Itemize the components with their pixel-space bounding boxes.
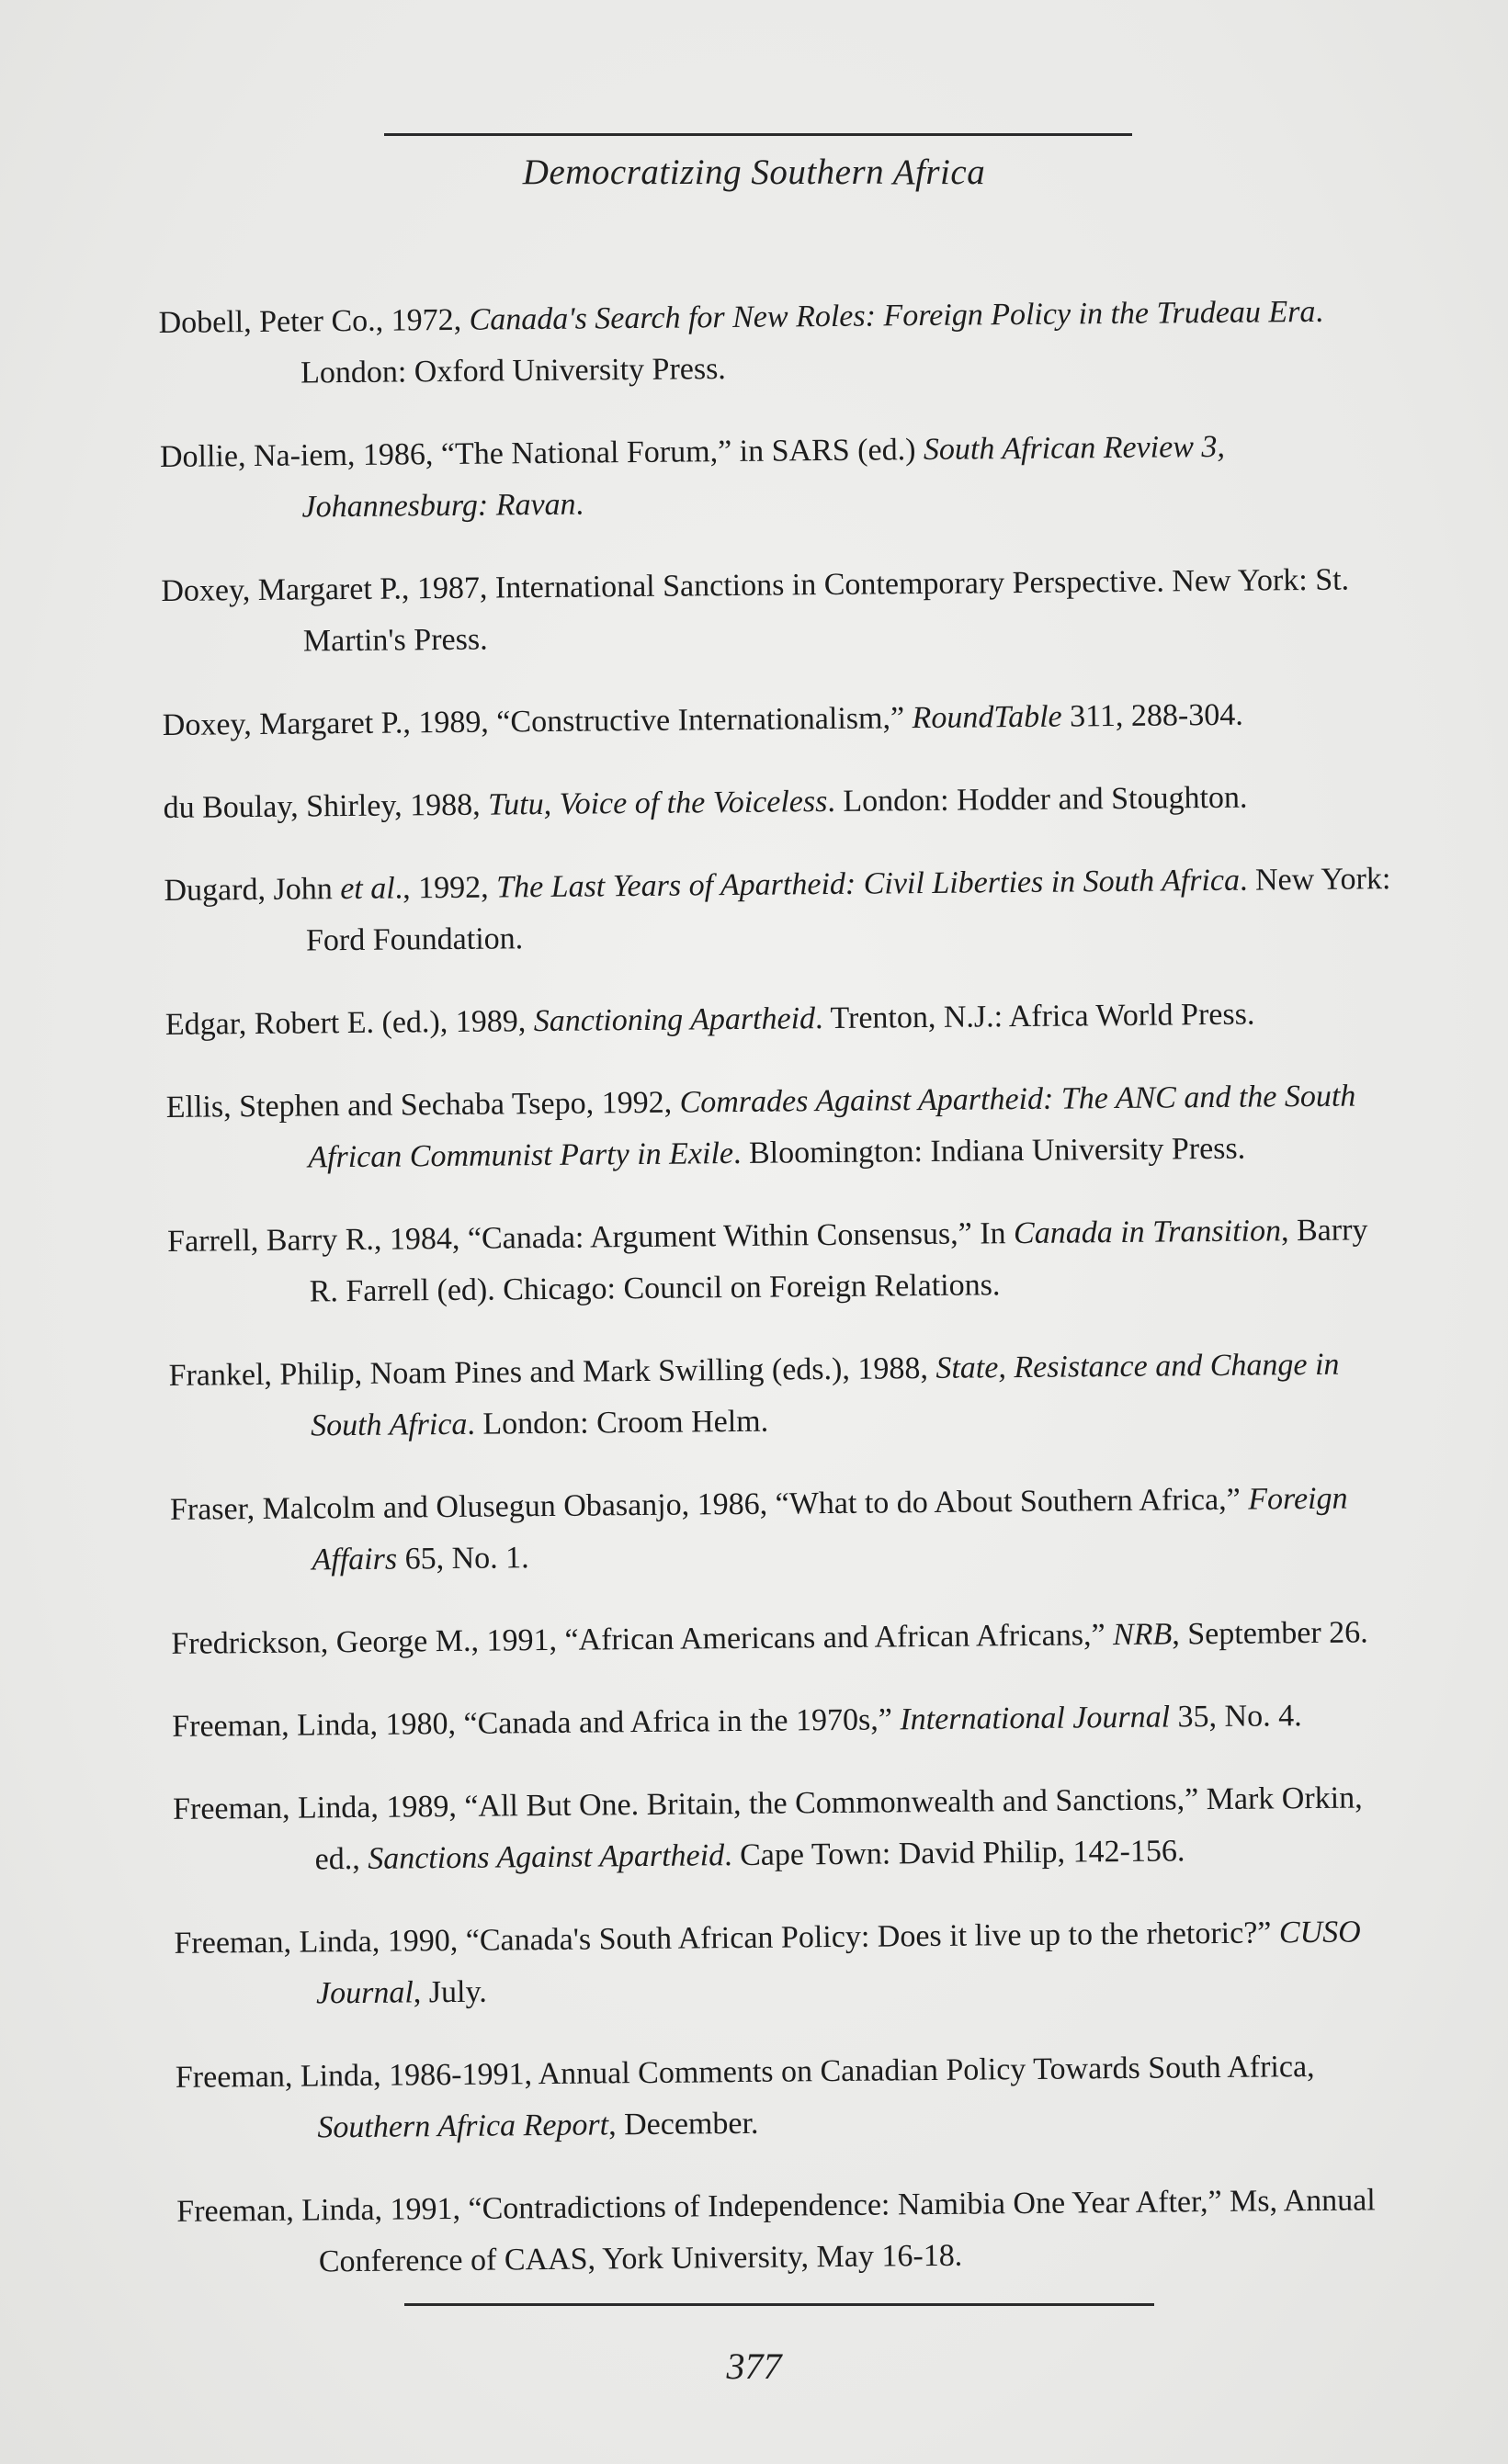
reference-entry: Doxey, Margaret P., 1989, “Constructive Internationalism,” RoundTable 311, 288-304. — [162, 697, 1243, 742]
reference-entry: du Boulay, Shirley, 1988, Tutu, Voice of the Voiceless. London: Hodder and Stoughton. — [163, 780, 1248, 825]
reference-entry: Dollie, Na-iem, 1986, “The National Forum,” in SARS (ed.) South African Review 3, Johannesburg: Ravan. — [159, 429, 1226, 525]
reference-entry: Freeman, Linda, 1989, “All But One. Britain, the Commonwealth and Sanctions,” Mark Orkin, ed., Sanctions Against Apartheid. Cape Town: David Philip, 142-156. — [172, 1780, 1363, 1877]
reference-entry: Dobell, Peter Co., 1972, Canada's Search for New Roles: Foreign Policy in the Trudeau Era. London: Oxford University Press. — [158, 294, 1324, 390]
reference-entry: Freeman, Linda, 1986-1991, Annual Comments on Canadian Policy Towards South Africa, Southern Africa Report, December. — [175, 2050, 1315, 2145]
reference-list — [158, 254, 1409, 2302]
footer-rule — [404, 2303, 1154, 2306]
reference-entry: Doxey, Margaret P., 1987, International Sanctions in Contemporary Perspective. New York: St. Martin's Press. — [161, 562, 1350, 659]
header-rule — [384, 133, 1132, 136]
page-number: 377 — [726, 2345, 782, 2387]
reference-entry: Farrell, Barry R., 1984, “Canada: Argument Within Consensus,” In Canada in Transition, Barry R. Farrell (ed). Chicago: Council on Foreign Relations. — [167, 1213, 1368, 1309]
reference-entry: Freeman, Linda, 1980, “Canada and Africa in the 1970s,” International Journal 35, No. 4. — [172, 1699, 1302, 1744]
running-head: Democratizing Southern Africa — [522, 153, 986, 192]
reference-entry: Dugard, John et al., 1992, The Last Years of Apartheid: Civil Liberties in South Africa. New York: Ford Foundation. — [164, 862, 1391, 958]
reference-entry: Edgar, Robert E. (ed.), 1989, Sanctioning Apartheid. Trenton, N.J.: Africa World Press. — [164, 997, 1255, 1042]
reference-entry: Freeman, Linda, 1990, “Canada's South African Policy: Does it live up to the rhetoric?” CUSO Journal, July. — [174, 1915, 1361, 2011]
reference-entry: Freeman, Linda, 1991, “Contradictions of Independence: Namibia One Year After,” Ms, Annual Conference of CAAS, York University, May 16-18. — [176, 2183, 1376, 2279]
reference-entry: Fredrickson, George M., 1991, “African Americans and African Africans,” NRB, September 26. — [171, 1615, 1368, 1661]
reference-entry: Frankel, Philip, Noam Pines and Mark Swilling (eds.), 1988, State, Resistance and Change in South Africa. London: Croom Helm. — [168, 1347, 1340, 1443]
reference-entry: Fraser, Malcolm and Olusegun Obasanjo, 1986, “What to do About Southern Africa,” Foreign Affairs 65, No. 1. — [169, 1481, 1348, 1577]
reference-entry: Ellis, Stephen and Sechaba Tsepo, 1992, Comrades Against Apartheid: The ANC and the South African Communist Party in Exile. Bloomington: Indiana University Press. — [165, 1079, 1356, 1175]
